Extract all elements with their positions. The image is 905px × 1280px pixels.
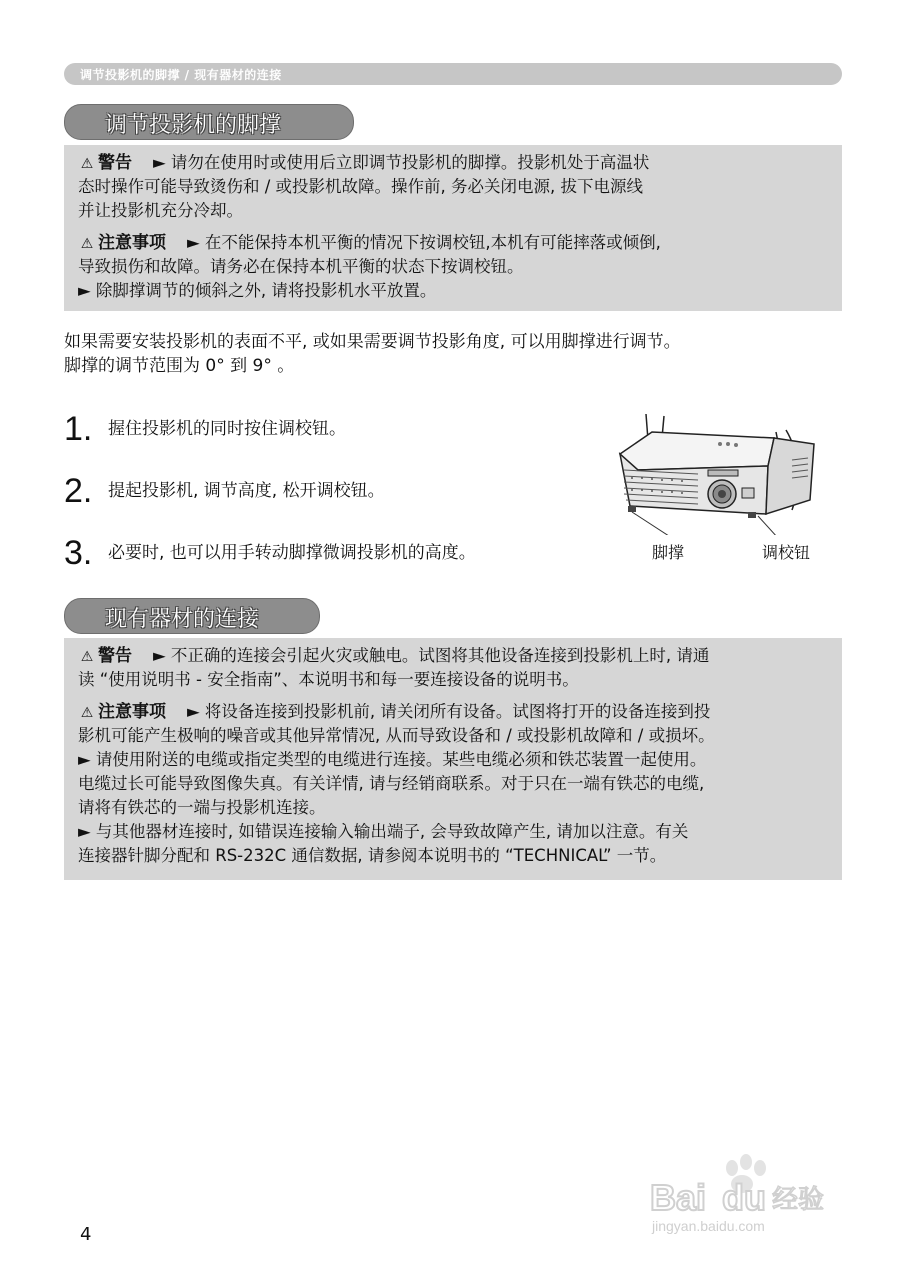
figure-label-foot: 脚撑 <box>652 543 685 562</box>
leg-foot <box>628 506 636 512</box>
caution-line: 影机可能产生极响的噪音或其他异常情况, 从而导致设备和 / 或投影机故障和 / 或损坏。 <box>78 726 715 745</box>
intro-line: 脚撑的调节范围为 0° 到 9° 。 <box>64 356 295 376</box>
caution-line: ► 与其他器材连接时, 如错误连接输入输出端子, 会导致故障产生, 请加以注意。有关 <box>78 822 689 841</box>
caution-line: 连接器针脚分配和 RS-232C 通信数据, 请参阅本说明书的 “TECHNICAL” 一节。 <box>78 846 667 865</box>
caution-paragraph <box>78 231 828 256</box>
svg-text:Bai: Bai <box>650 1177 707 1218</box>
warning-line: ► 不正确的连接会引起火灾或触电。试图将其他设备连接到投影机上时, 请通 <box>152 646 710 665</box>
step-text: 握住投影机的同时按住调校钮。 <box>108 419 346 439</box>
step-text: 提起投影机, 调节高度, 松开调校钮。 <box>108 481 385 501</box>
step-text: 必要时, 也可以用手转动脚撑微调投影机的高度。 <box>108 543 476 563</box>
figure-label-button: 调校钮 <box>762 543 811 562</box>
projector-illustration <box>608 410 828 535</box>
caution-line: 请将有铁芯的一端与投影机连接。 <box>78 798 326 817</box>
warning-line: 态时操作可能导致烫伤和 / 或投影机故障。操作前, 务必关闭电源, 拔下电源线 <box>78 177 644 196</box>
warning-line: 并让投影机充分冷却。 <box>78 201 243 220</box>
warning-paragraph <box>78 644 828 669</box>
page-number: 4 <box>80 1224 92 1245</box>
intro-line: 如果需要安装投影机的表面不平, 或如果需要调节投影角度, 可以用脚撑进行调节。 <box>64 332 681 352</box>
caution-line: ► 除脚撑调节的倾斜之外, 请将投影机水平放置。 <box>78 281 437 300</box>
step-number: 1. <box>64 410 93 448</box>
connection-notice-box <box>64 638 842 880</box>
caution-label: 注意事项 <box>98 233 166 253</box>
warning-triangle-icon: ⚠ <box>80 156 94 172</box>
caution-line: 电缆过长可能导致图像失真。有关详情, 请与经销商联系。对于只在一端有铁芯的电缆, <box>78 774 705 793</box>
safety-notice-box <box>64 145 842 311</box>
section-title-text: 调节投影机的脚撑 <box>105 113 282 138</box>
warning-line: 读 “使用说明书 - 安全指南”、本说明书和每一要连接设备的说明书。 <box>78 670 579 689</box>
warning-triangle-icon: ⚠ <box>80 649 94 665</box>
caution-line: ► 在不能保持本机平衡的情况下按调校钮,本机有可能摔落或倾倒, <box>186 233 661 252</box>
watermark-url: jingyan.baidu.com <box>652 1218 765 1234</box>
warning-label: 警告 <box>98 646 132 666</box>
step-number: 2. <box>64 472 93 510</box>
step-number: 3. <box>64 534 93 572</box>
caution-label: 注意事项 <box>98 702 166 722</box>
svg-text:经验: 经验 <box>772 1185 825 1215</box>
caution-line: 导致损伤和故障。请务必在保持本机平衡的状态下按调校钮。 <box>78 257 524 276</box>
section-title-text: 现有器材的连接 <box>105 607 260 632</box>
header-bar <box>64 63 842 85</box>
warning-line: ► 请勿在使用时或使用后立即调节投影机的脚撑。投影机处于高温状 <box>152 153 650 172</box>
svg-text:du: du <box>722 1177 766 1218</box>
section-title-leg-adjust <box>64 104 354 140</box>
breadcrumb: 调节投影机的脚撑 / 现有器材的连接 <box>80 68 282 82</box>
caution-line: ► 将设备连接到投影机前, 请关闭所有设备。试图将打开的设备连接到投 <box>186 702 711 721</box>
warning-label: 警告 <box>98 153 132 173</box>
warning-paragraph <box>78 151 828 176</box>
caution-paragraph <box>78 700 828 725</box>
caution-triangle-icon: ⚠ <box>80 236 94 252</box>
caution-triangle-icon: ⚠ <box>80 705 94 721</box>
section-title-connection <box>64 598 320 634</box>
caution-line: ► 请使用附送的电缆或指定类型的电缆进行连接。某些电缆必须和铁芯装置一起使用。 <box>78 750 707 769</box>
